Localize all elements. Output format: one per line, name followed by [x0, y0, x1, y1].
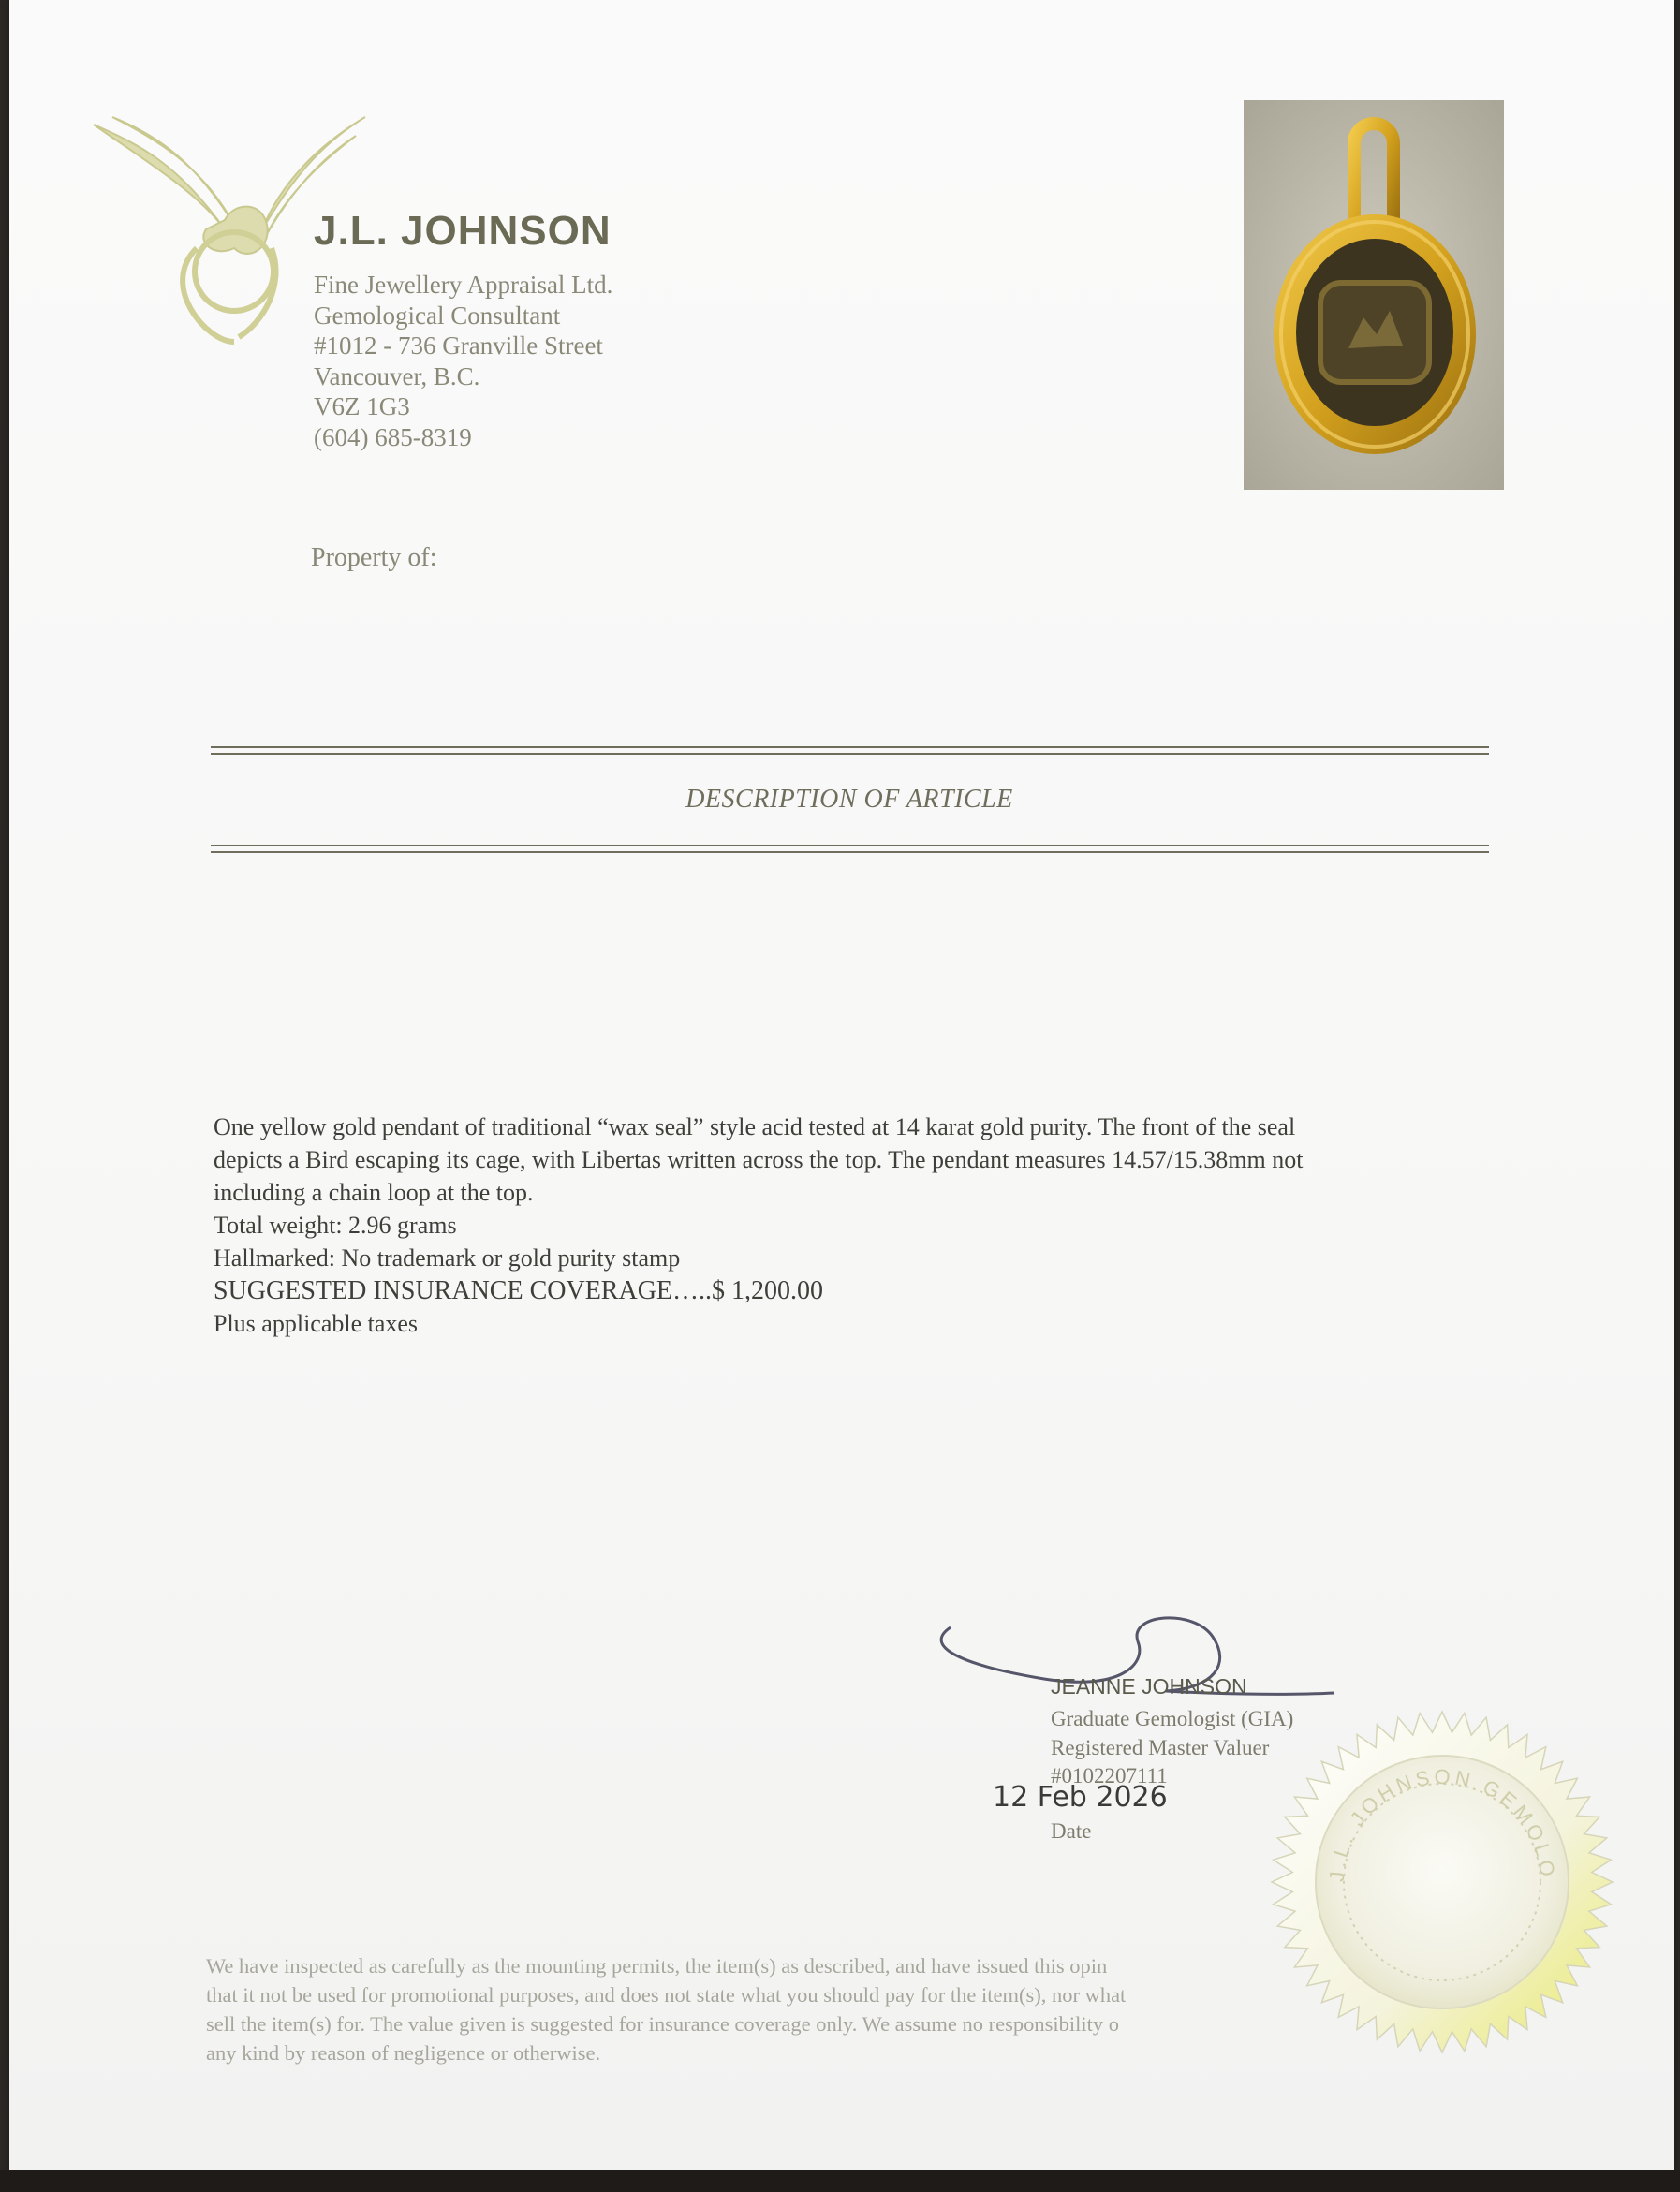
- credential-line: #0102207111: [1051, 1764, 1168, 1787]
- address-line: Vancouver, B.C.: [314, 361, 480, 390]
- gold-foil-seal-icon: [1269, 1709, 1615, 2055]
- date-label: Date: [1051, 1819, 1092, 1843]
- background-edge: [0, 2170, 1680, 2192]
- address-line: V6Z 1G3: [314, 392, 410, 420]
- taxes-note: Plus applicable taxes: [214, 1310, 419, 1337]
- seal-embossed-text: J.L. JOHNSON GEMOLO: [1324, 1764, 1560, 1883]
- address-line: #1012 - 736 Granville Street: [314, 331, 603, 360]
- insurance-coverage: SUGGESTED INSURANCE COVERAGE…..$ 1,200.00: [214, 1276, 824, 1305]
- signer-name: JEANNE JOHNSON: [1051, 1674, 1247, 1699]
- appraisal-document: [9, 0, 1674, 2170]
- hallmark-info: Hallmarked: No trademark or gold purity stamp: [214, 1244, 681, 1272]
- property-of-label: Property of:: [311, 543, 437, 572]
- disclaimer: [206, 1951, 1348, 2067]
- address-line: Gemological Consultant: [314, 301, 561, 330]
- disclaimer-line: that it not be used for promotional purposes, and does not state what you should pay for the item(s), nor what: [206, 1983, 1127, 2007]
- double-rule-divider: [211, 845, 1489, 854]
- credential-line: Registered Master Valuer: [1051, 1735, 1270, 1759]
- address-line: (604) 685-8319: [314, 422, 472, 451]
- handwritten-date: 12 Feb 2026: [993, 1781, 1168, 1814]
- company-name: J.L. JOHNSON: [314, 208, 612, 254]
- description-heading: DESCRIPTION OF ARTICLE: [685, 785, 1013, 814]
- total-weight: Total weight: 2.96 grams: [214, 1212, 457, 1239]
- credential-line: Graduate Gemologist (GIA): [1051, 1707, 1294, 1730]
- gold-wax-seal-pendant-photo: [1244, 100, 1504, 490]
- disclaimer-line: sell the item(s) for. The value given is suggested for insurance coverage only. We assume no responsibility o: [206, 2012, 1120, 2036]
- double-rule-divider: [211, 746, 1489, 756]
- description-line: including a chain loop at the top.: [214, 1179, 534, 1206]
- address-line: Fine Jewellery Appraisal Ltd.: [314, 271, 613, 299]
- article-description: [214, 1111, 1506, 1340]
- company-address: [314, 270, 612, 452]
- description-line: depicts a Bird escaping its cage, with Libertas written across the top. The pendant measures 14.57/15.38mm not: [214, 1146, 1304, 1173]
- disclaimer-line: We have inspected as carefully as the mounting permits, the item(s) as described, and have issued this opin: [206, 1954, 1108, 1978]
- disclaimer-line: any kind by reason of negligence or otherwise.: [206, 2041, 601, 2065]
- signer-credentials: [1051, 1705, 1293, 1791]
- description-line: One yellow gold pendant of traditional “wax seal” style acid tested at 14 karat gold purity. The front of the seal: [214, 1113, 1296, 1140]
